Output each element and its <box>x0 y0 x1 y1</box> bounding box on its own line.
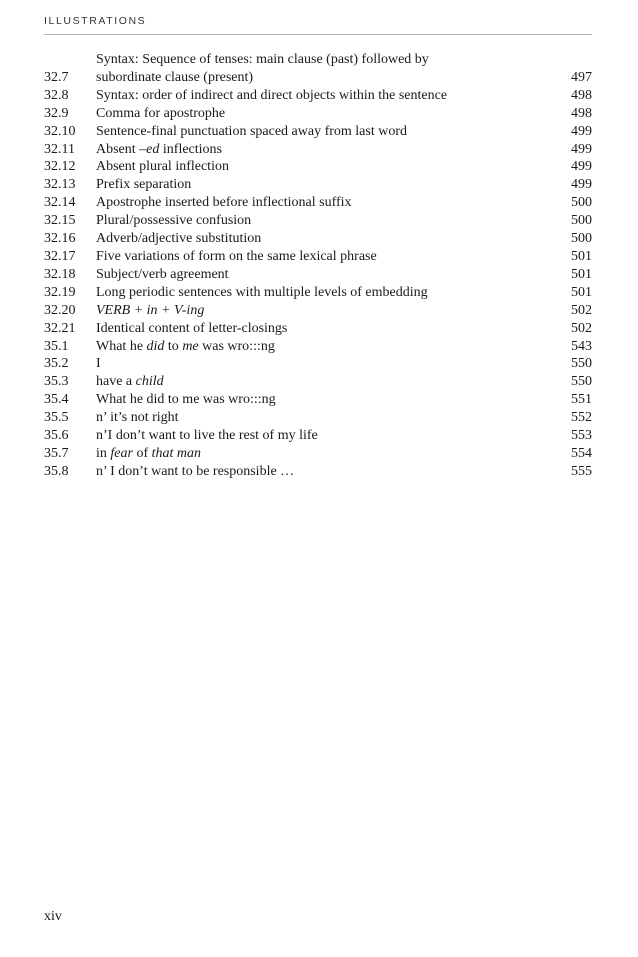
illustration-number: 32.9 <box>44 105 69 121</box>
illustration-title <box>96 158 562 176</box>
page-number: 552 <box>571 410 592 426</box>
title-text: of <box>132 445 152 461</box>
illustration-title <box>96 141 562 159</box>
title-text: Adverb/adjective substitution <box>96 231 262 247</box>
illustration-title <box>96 266 562 284</box>
list-item <box>44 51 592 87</box>
italic-text: child <box>135 374 164 390</box>
illustration-title <box>96 194 562 212</box>
page-number: 553 <box>571 428 592 444</box>
page-number: 500 <box>571 231 592 247</box>
title-line <box>96 51 562 69</box>
illustration-number: 32.20 <box>44 302 76 318</box>
illustration-title <box>96 302 562 320</box>
page-number: 497 <box>571 69 592 85</box>
illustration-number: 32.10 <box>44 123 76 139</box>
page-number: 498 <box>571 105 592 121</box>
title-line <box>96 320 562 338</box>
title-line <box>96 266 562 284</box>
list-item <box>44 320 592 338</box>
page-number: 498 <box>571 87 592 103</box>
title-text: What he did to me was wro:::ng <box>96 392 276 408</box>
title-line <box>96 176 562 194</box>
list-item <box>44 302 592 320</box>
italic-text: that man <box>151 445 202 461</box>
running-head: ILLUSTRATIONS <box>44 15 147 27</box>
illustration-title <box>96 338 562 356</box>
list-item <box>44 230 592 248</box>
title-text: Five variations of form on the same lexical phrase <box>96 248 377 264</box>
illustration-number: 32.15 <box>44 213 76 229</box>
title-text: I <box>96 356 101 372</box>
title-text: Sentence-final punctuation spaced away from last word <box>96 123 408 139</box>
page-number: 550 <box>571 374 592 390</box>
title-text: n’ it’s not right <box>96 410 179 426</box>
list-item <box>44 158 592 176</box>
illustration-number: 35.4 <box>44 392 69 408</box>
illustration-title <box>96 355 562 373</box>
page-number: 551 <box>571 392 592 408</box>
list-item <box>44 355 592 373</box>
title-text: n’I don’t want to live the rest of my life <box>96 428 318 444</box>
illustration-number: 32.12 <box>44 159 76 175</box>
illustration-title <box>96 463 562 481</box>
list-item <box>44 284 592 302</box>
page-number: 499 <box>571 141 592 157</box>
title-line <box>96 355 562 373</box>
illustration-number: 32.21 <box>44 320 76 336</box>
illustration-number: 32.13 <box>44 177 76 193</box>
list-item <box>44 194 592 212</box>
header-rule <box>44 34 592 35</box>
illustration-title <box>96 284 562 302</box>
list-item <box>44 427 592 445</box>
illustration-number: 32.16 <box>44 231 76 247</box>
title-line <box>96 194 562 212</box>
title-line <box>96 69 562 87</box>
title-line <box>96 445 562 463</box>
italic-text: did <box>146 338 165 354</box>
illustration-title <box>96 176 562 194</box>
italic-text: VERB + in + V-ing <box>96 302 205 318</box>
title-text: have a <box>96 374 136 390</box>
title-line <box>96 463 562 481</box>
title-line <box>96 105 562 123</box>
title-text: to <box>164 338 183 354</box>
illustration-title <box>96 230 562 248</box>
page-folio: xiv <box>44 909 62 924</box>
illustration-title <box>96 248 562 266</box>
page-number: 502 <box>571 302 592 318</box>
title-line <box>96 284 562 302</box>
illustration-number: 32.17 <box>44 248 76 264</box>
list-item <box>44 463 592 481</box>
italic-text: me <box>182 338 199 354</box>
list-item <box>44 212 592 230</box>
illustration-number: 32.7 <box>44 69 69 85</box>
illustration-title <box>96 87 562 105</box>
illustration-title <box>96 105 562 123</box>
illustration-number: 32.19 <box>44 284 76 300</box>
page-number: 555 <box>571 463 592 479</box>
title-text: Identical content of letter-closings <box>96 320 288 336</box>
illustration-title <box>96 123 562 141</box>
page-number: 499 <box>571 177 592 193</box>
title-line <box>96 141 562 159</box>
title-text: Comma for apostrophe <box>96 105 226 121</box>
title-text: Subject/verb agreement <box>96 266 229 282</box>
page-number: 502 <box>571 320 592 336</box>
title-text: Long periodic sentences with multiple levels of embedding <box>96 284 428 300</box>
title-line <box>96 87 562 105</box>
title-line <box>96 248 562 266</box>
illustration-title <box>96 427 562 445</box>
italic-text: ed <box>146 141 160 157</box>
title-text: Absent – <box>96 141 147 157</box>
italic-text: fear <box>110 445 133 461</box>
illustrations-list <box>44 51 592 481</box>
page-number: 543 <box>571 338 592 354</box>
title-text: was wro:::ng <box>198 338 275 354</box>
title-line <box>96 158 562 176</box>
illustration-title <box>96 51 562 87</box>
list-item <box>44 87 592 105</box>
title-text: Syntax: order of indirect and direct objects within the sentence <box>96 87 448 103</box>
illustration-title <box>96 320 562 338</box>
page-number: 501 <box>571 266 592 282</box>
illustration-number: 35.7 <box>44 445 69 461</box>
title-text: in <box>96 445 111 461</box>
title-line <box>96 409 562 427</box>
illustration-number: 35.1 <box>44 338 69 354</box>
illustration-title <box>96 409 562 427</box>
list-item <box>44 338 592 356</box>
title-line <box>96 230 562 248</box>
title-text: Prefix separation <box>96 177 192 193</box>
title-text: subordinate clause (present) <box>96 69 254 85</box>
list-item <box>44 373 592 391</box>
page-number: 499 <box>571 123 592 139</box>
page-number: 501 <box>571 284 592 300</box>
page-number: 550 <box>571 356 592 372</box>
list-item <box>44 141 592 159</box>
page-number: 554 <box>571 445 592 461</box>
title-line <box>96 212 562 230</box>
illustration-title <box>96 391 562 409</box>
title-line <box>96 373 562 391</box>
title-line <box>96 338 562 356</box>
illustration-number: 32.14 <box>44 195 76 211</box>
list-item <box>44 409 592 427</box>
title-line <box>96 302 562 320</box>
title-line <box>96 391 562 409</box>
title-text: n’ I don’t want to be responsible … <box>96 463 295 479</box>
illustration-number: 35.3 <box>44 374 69 390</box>
list-item <box>44 266 592 284</box>
list-item <box>44 176 592 194</box>
illustration-number: 35.2 <box>44 356 69 372</box>
illustration-number: 35.6 <box>44 428 69 444</box>
list-item <box>44 391 592 409</box>
title-text: Apostrophe inserted before inflectional suffix <box>96 195 352 211</box>
page-number: 501 <box>571 248 592 264</box>
illustration-number: 35.8 <box>44 463 69 479</box>
illustration-title <box>96 212 562 230</box>
illustration-number: 32.11 <box>44 141 75 157</box>
title-text: Plural/possessive confusion <box>96 213 252 229</box>
page-number: 500 <box>571 213 592 229</box>
title-text: inflections <box>159 141 222 157</box>
illustration-title <box>96 445 562 463</box>
title-text: Syntax: Sequence of tenses: main clause (past) followed by <box>96 52 429 67</box>
page-number: 500 <box>571 195 592 211</box>
title-text: Absent plural inflection <box>96 159 229 175</box>
illustration-number: 35.5 <box>44 410 69 426</box>
title-line <box>96 427 562 445</box>
list-item <box>44 123 592 141</box>
page-number: 499 <box>571 159 592 175</box>
list-item <box>44 105 592 123</box>
illustration-number: 32.18 <box>44 266 76 282</box>
list-item <box>44 445 592 463</box>
list-item <box>44 248 592 266</box>
illustration-title <box>96 373 562 391</box>
illustration-number: 32.8 <box>44 87 69 103</box>
title-text: What he <box>96 338 147 354</box>
title-line <box>96 123 562 141</box>
